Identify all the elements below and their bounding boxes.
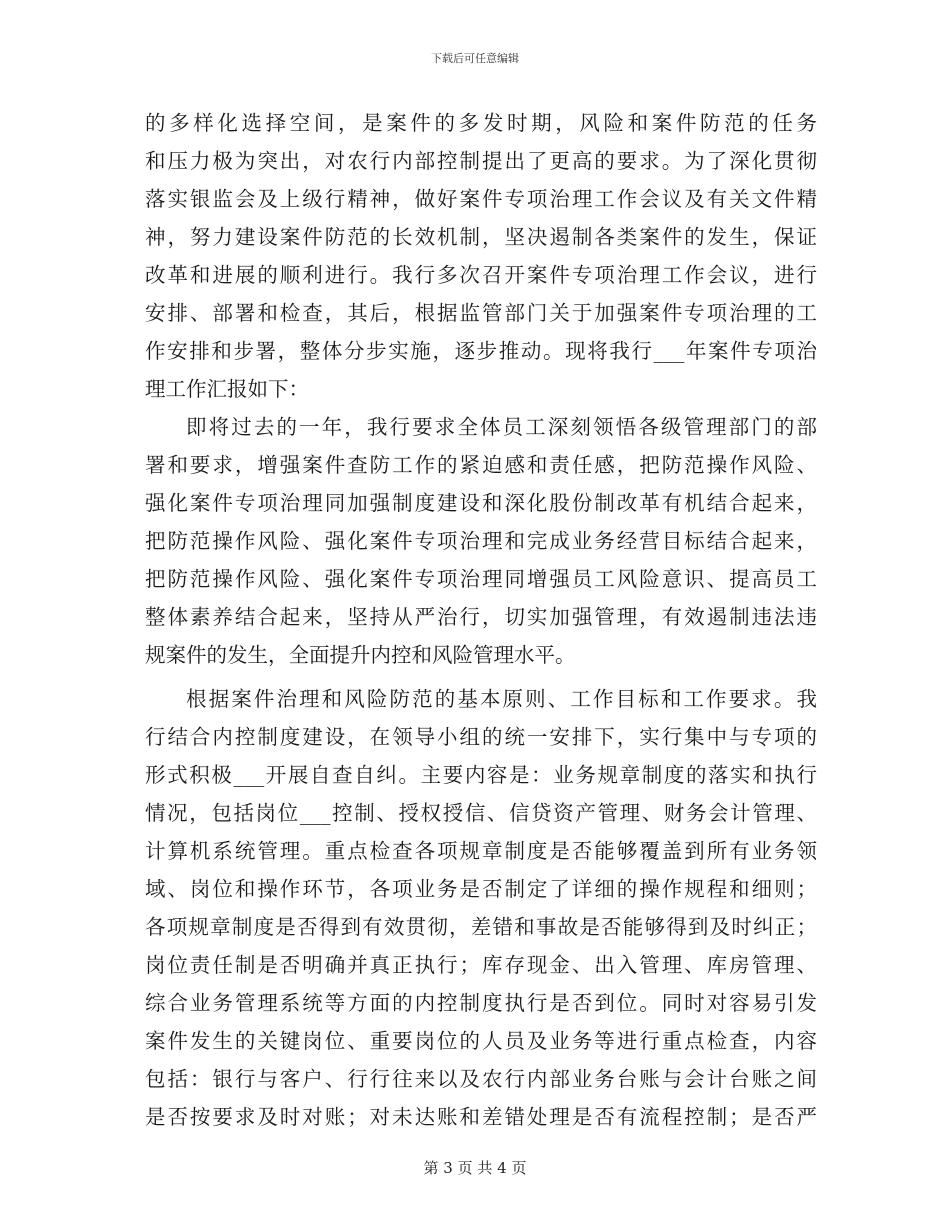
text-line: 的多样化选择空间，是案件的多发时期，风险和案件防范的任务	[145, 111, 817, 135]
text-line: 岗位责任制是否明确并真正执行；库存现金、出入管理、库房管理、	[145, 953, 817, 977]
paragraph	[145, 408, 817, 674]
text-line: 计算机系统管理。重点检查各项规章制度是否能够覆盖到所有业务领	[145, 839, 817, 863]
page-number: 第 3 页 共 4 页	[423, 1159, 527, 1177]
text-line: 形式积极___开展自查自纠。主要内容是：业务规章制度的落实和执行	[145, 763, 817, 787]
text-line: 包括：银行与客户、行行往来以及农行内部业务台账与会计台账之间	[145, 1067, 817, 1091]
text-line: 落实银监会及上级行精神，做好案件专项治理工作会议及有关文件精	[145, 187, 817, 211]
text-line: 改革和进展的顺利进行。我行多次召开案件专项治理工作会议，进行	[145, 263, 817, 287]
text-line: 和压力极为突出，对农行内部控制提出了更高的要求。为了深化贯彻	[145, 149, 817, 173]
document-body	[145, 104, 817, 1136]
text-line: 理工作汇报如下：	[145, 377, 309, 401]
text-line: 规案件的发生，全面提升内控和风险管理水平。	[145, 643, 576, 667]
text-line: 域、岗位和操作环节，各项业务是否制定了详细的操作规程和细则；	[145, 877, 817, 901]
text-line: 署和要求，增强案件查防工作的紧迫感和责任感，把防范操作风险、	[145, 453, 817, 477]
text-line: 整体素养结合起来，坚持从严治行，切实加强管理，有效遏制违法违	[145, 605, 817, 629]
text-line: 各项规章制度是否得到有效贯彻，差错和事故是否能够得到及时纠正；	[145, 915, 817, 939]
text-line: 安排、部署和检查，其后，根据监管部门关于加强案件专项治理的工	[145, 301, 817, 325]
text-line: 把防范操作风险、强化案件专项治理同增强员工风险意识、提高员工	[145, 567, 817, 591]
text-line: 神，努力建设案件防范的长效机制，坚决遏制各类案件的发生，保证	[145, 225, 817, 249]
page-header-note: 下载后可任意编辑	[431, 52, 519, 65]
text-line: 行结合内控制度建设，在领导小组的统一安排下，实行集中与专项的	[145, 725, 817, 749]
text-line: 案件发生的关键岗位、重要岗位的人员及业务等进行重点检查，内容	[145, 1029, 817, 1053]
text-line: 强化案件专项治理同加强制度建设和深化股份制改革有机结合起来，	[145, 491, 817, 515]
paragraph	[145, 680, 817, 1136]
text-line: 作安排和步署，整体分步实施，逐步推动。现将我行___年案件专项治	[145, 339, 817, 363]
text-line: 把防范操作风险、强化案件专项治理和完成业务经营目标结合起来，	[145, 529, 817, 553]
text-line: 情况，包括岗位___控制、授权授信、信贷资产管理、财务会计管理、	[145, 801, 817, 825]
text-line: 综合业务管理系统等方面的内控制度执行是否到位。同时对容易引发	[145, 991, 817, 1015]
paragraph	[145, 104, 817, 408]
text-line: 是否按要求及时对账；对未达账和差错处理是否有流程控制；是否严	[145, 1105, 817, 1129]
text-line: 即将过去的一年，我行要求全体员工深刻领悟各级管理部门的部	[186, 415, 817, 439]
text-line: 根据案件治理和风险防范的基本原则、工作目标和工作要求。我	[186, 687, 817, 711]
